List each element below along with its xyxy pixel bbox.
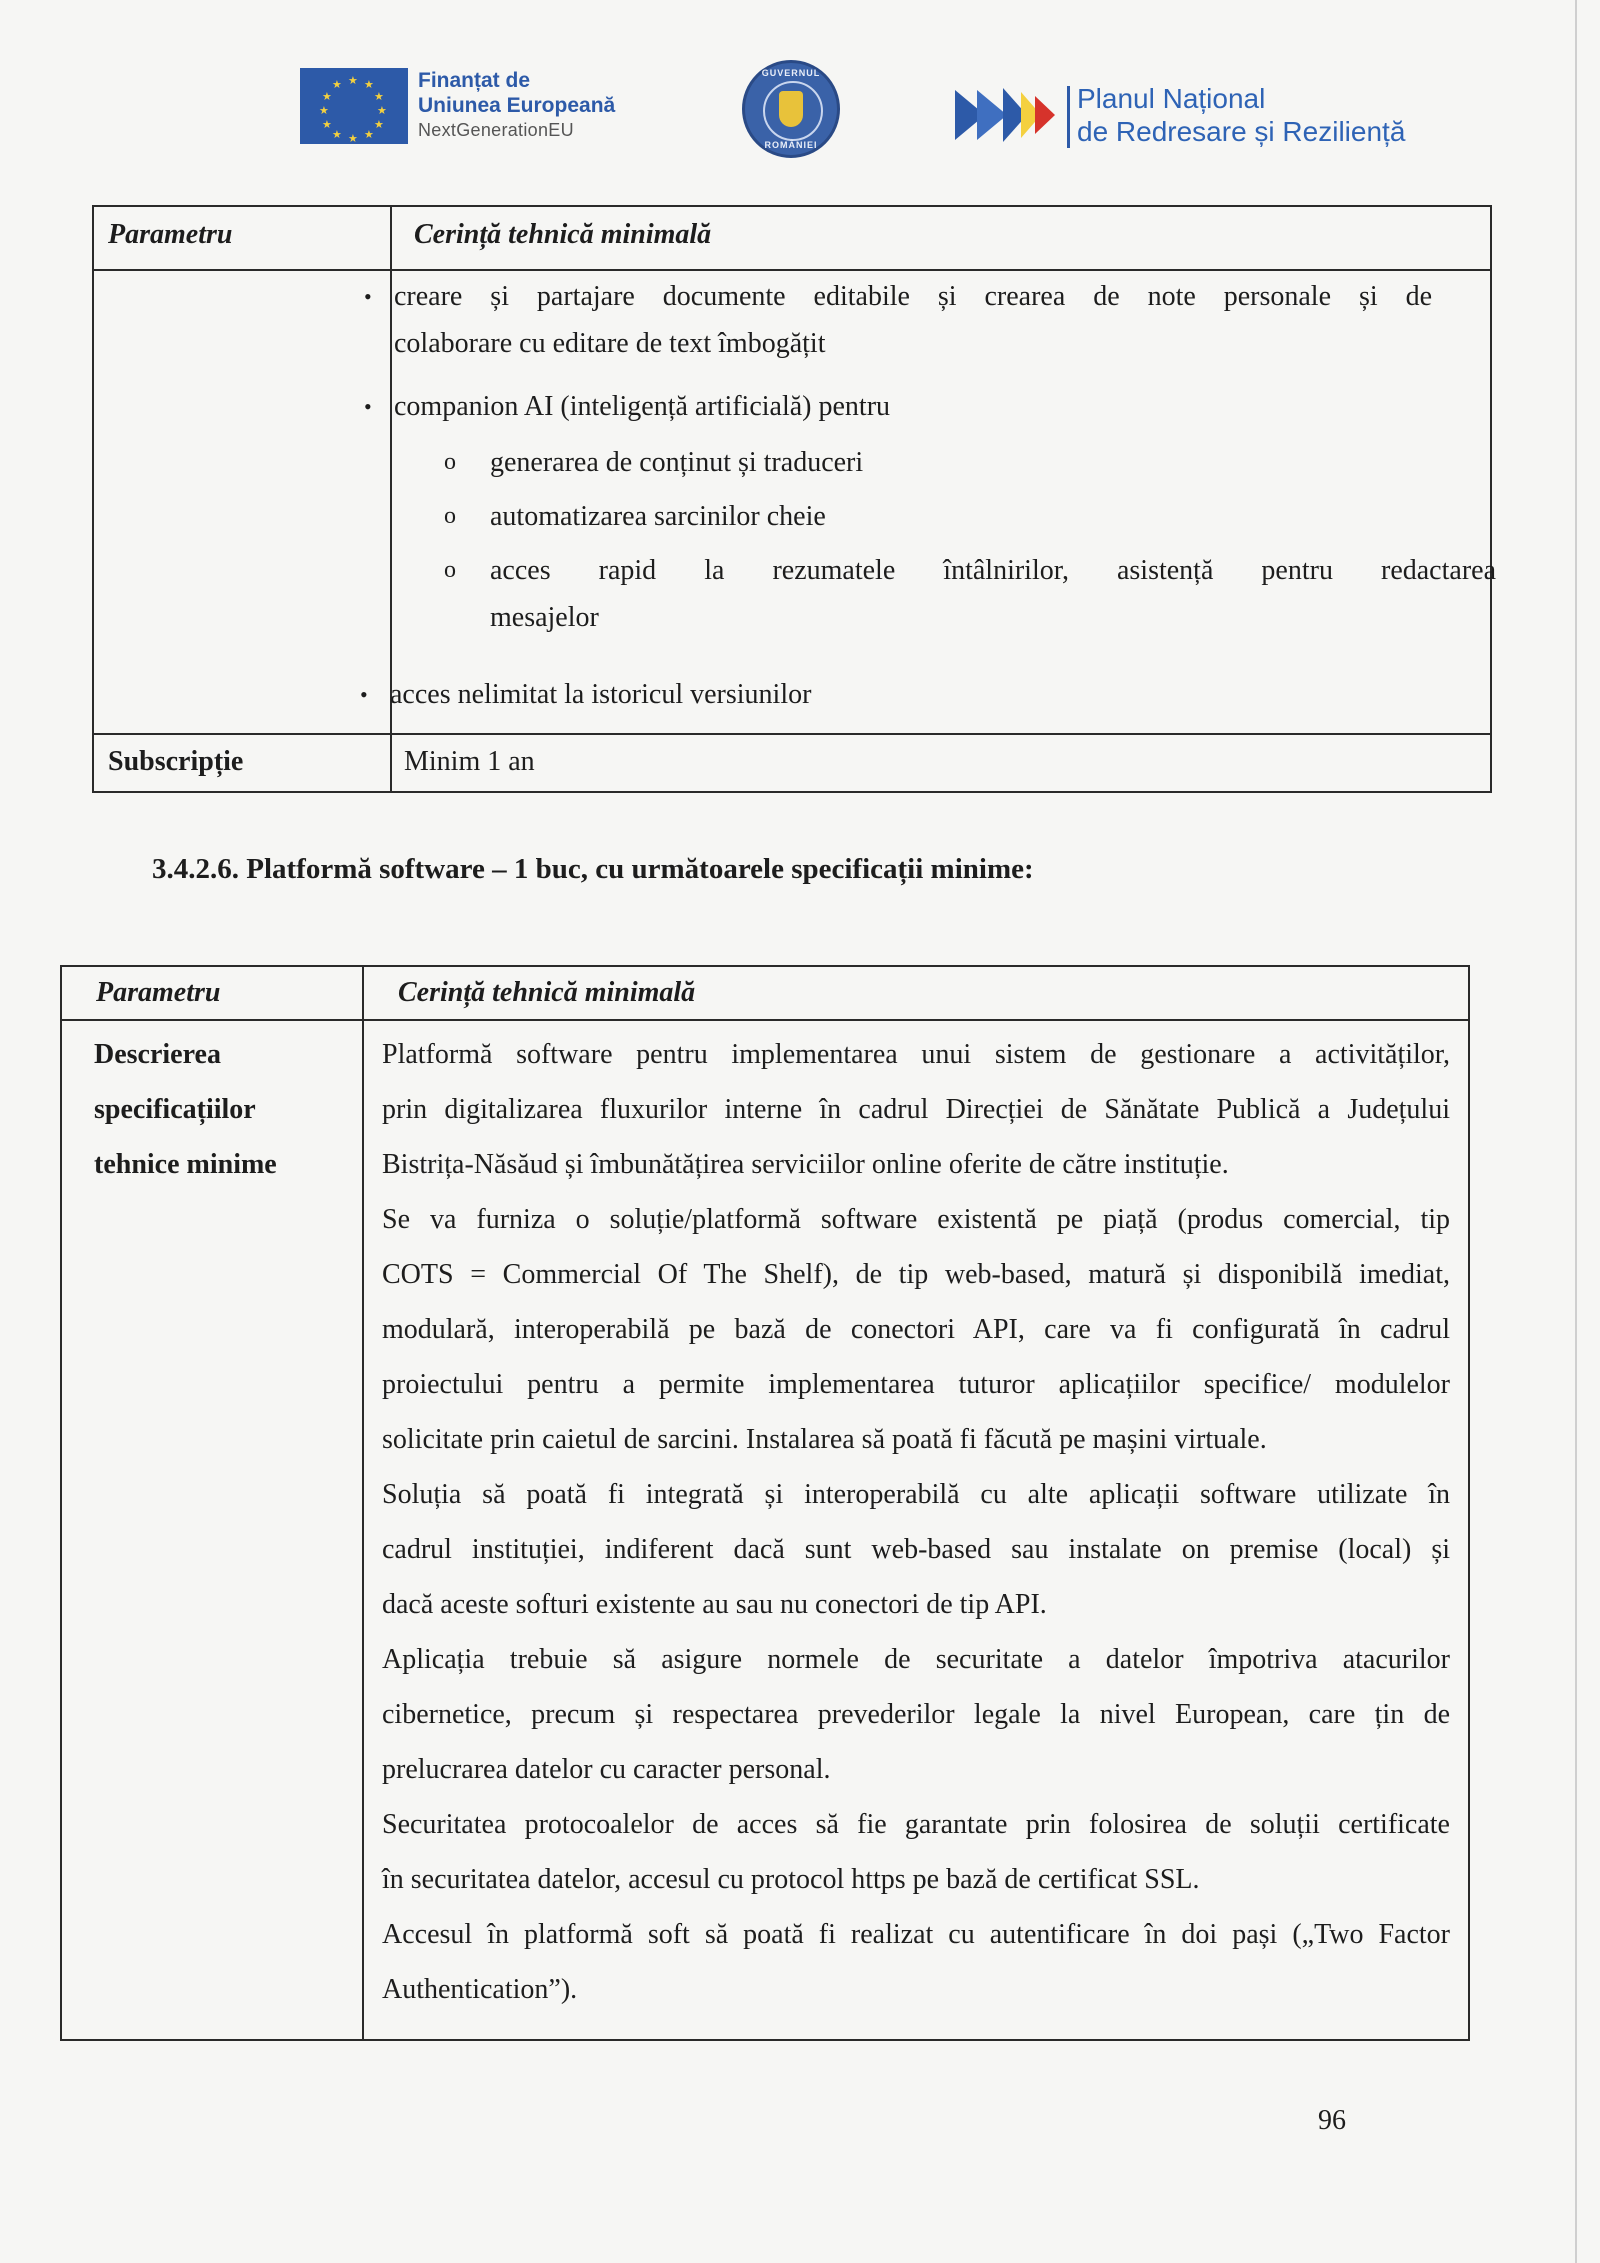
gov-seal-top-text: GUVERNUL [761,68,821,78]
paragraph-line: Soluția să poată fi integrată și interoperabilă cu alte aplicații software utilizate în [382,1479,1450,1510]
paragraph-line: Securitatea protocoalelor de acces să fie garantate prin folosirea de soluții certificate [382,1809,1450,1840]
sub-bullet-icon: o [444,503,456,529]
list-item-text: acces nelimitat la istoricul versiunilor [390,679,812,710]
pnrr-logo [955,80,1425,160]
paragraph-line: proiectului pentru a permite implementarea tuturor aplicațiilor specifice/ modulelor [382,1369,1450,1400]
bullet-icon: • [364,394,372,419]
software-platform-requirements-table [60,965,1470,2041]
row-label-line: tehnice minime [94,1149,277,1180]
paragraph-line: cibernetice, precum și respectarea prevederilor legale la nivel European, care țin de [382,1699,1450,1730]
list-item [364,383,891,430]
list-item-text: companion AI (inteligență artificială) pentru [394,391,891,422]
list-item [364,273,1432,367]
pnrr-logo-line1: Planul Național [1077,83,1266,114]
bullet-icon: • [360,682,368,707]
paragraph-line: prin digitalizarea fluxurilor interne în cadrul Direcției de Sănătate Publică a Județului [382,1094,1450,1125]
sub-list-item-text-cont: mesajelor [490,602,599,633]
sub-list-item-text: automatizarea sarcinilor cheie [490,501,826,532]
table2-header-parameter: Parametru [96,977,221,1008]
requirements-table-continued [92,205,1496,793]
paragraph-line: Bistrița-Năsăud și îmbunătățirea serviciilor online oferite de către instituție. [382,1149,1229,1180]
bullet-icon: • [364,284,372,309]
eu-flag-icon: ★ ★ ★ ★ ★ ★ ★ ★ ★ ★ ★ ★ [300,68,408,144]
coat-of-arms-icon [779,91,803,127]
paragraph-line: dacă aceste softuri existente au sau nu conectori de tip API. [382,1589,1047,1620]
eu-funding-logo [300,68,658,152]
list-item-text: creare și partajare documente editabile și crearea de note personale și de [394,281,1432,312]
sub-list-item [444,439,864,486]
sub-list-item [444,493,826,540]
page-number: 96 [1318,2105,1346,2136]
pnrr-logo-line2: de Redresare și Reziliență [1077,116,1406,147]
subscription-label: Subscripție [108,746,244,777]
row-label-line: specificațiilor [94,1094,256,1125]
table1-header-requirement: Cerință tehnică minimală [414,219,712,250]
paragraph-line: Authentication”). [382,1974,578,2005]
eu-logo-line3: NextGenerationEU [418,120,574,140]
paragraph-line: Se va furniza o soluție/platformă software existentă pe piață (produs comercial, tip [382,1204,1450,1235]
list-item [360,671,812,718]
list-item-text-cont: colaborare cu editare de text îmbogățit [394,328,826,359]
scan-edge-divider [1575,0,1577,2263]
paragraph-line: solicitate prin caietul de sarcini. Instalarea să poată fi făcută pe mașini virtuale. [382,1424,1267,1455]
description-paragraphs [382,1027,1450,2017]
table2-header-requirement: Cerință tehnică minimală [398,977,696,1008]
paragraph-line: cadrul instituției, indiferent dacă sunt web-based sau instalate on premise (local) și [382,1534,1450,1565]
table1-header-parameter: Parametru [108,219,233,250]
sub-list-item-text: generarea de conținut și traduceri [490,447,864,478]
row-label-description [94,1027,277,1192]
sub-bullet-icon: o [444,557,456,583]
paragraph-line: prelucrarea datelor cu caracter personal. [382,1754,831,1785]
sub-list-item [444,547,1496,641]
paragraph-line: COTS = Commercial Of The Shelf), de tip web-based, matură și disponibilă imediat, [382,1259,1450,1290]
eu-logo-line1: Finanțat de [418,69,531,92]
sub-list-item-text: acces rapid la rezumatele întâlnirilor, asistență pentru redactarea [490,555,1496,586]
paragraph-line: modulară, interoperabilă pe bază de conectori API, care va fi configurată în cadrul [382,1314,1450,1345]
paragraph-line: Aplicația trebuie să asigure normele de securitate a datelor împotriva atacurilor [382,1644,1450,1675]
paragraph-line: în securitatea datelor, accesul cu protocol https pe bază de certificat SSL. [382,1864,1200,1895]
section-heading: 3.4.2.6. Platformă software – 1 buc, cu următoarele specificații minime: [152,853,1034,885]
sub-bullet-icon: o [444,449,456,475]
eu-logo-line2: Uniunea Europeană [418,94,616,117]
paragraph-line: Accesul în platformă soft să poată fi realizat cu autentificare în doi pași („Two Factor [382,1919,1450,1950]
row-label-line: Descrierea [94,1039,221,1070]
pnrr-arrows-icon [955,84,1065,146]
paragraph-line: Platformă software pentru implementarea unui sistem de gestionare a activităților, [382,1039,1450,1070]
romanian-government-seal-icon [742,60,840,158]
subscription-value: Minim 1 an [404,746,535,777]
gov-seal-bottom-text: ROMÂNIEI [764,140,818,150]
